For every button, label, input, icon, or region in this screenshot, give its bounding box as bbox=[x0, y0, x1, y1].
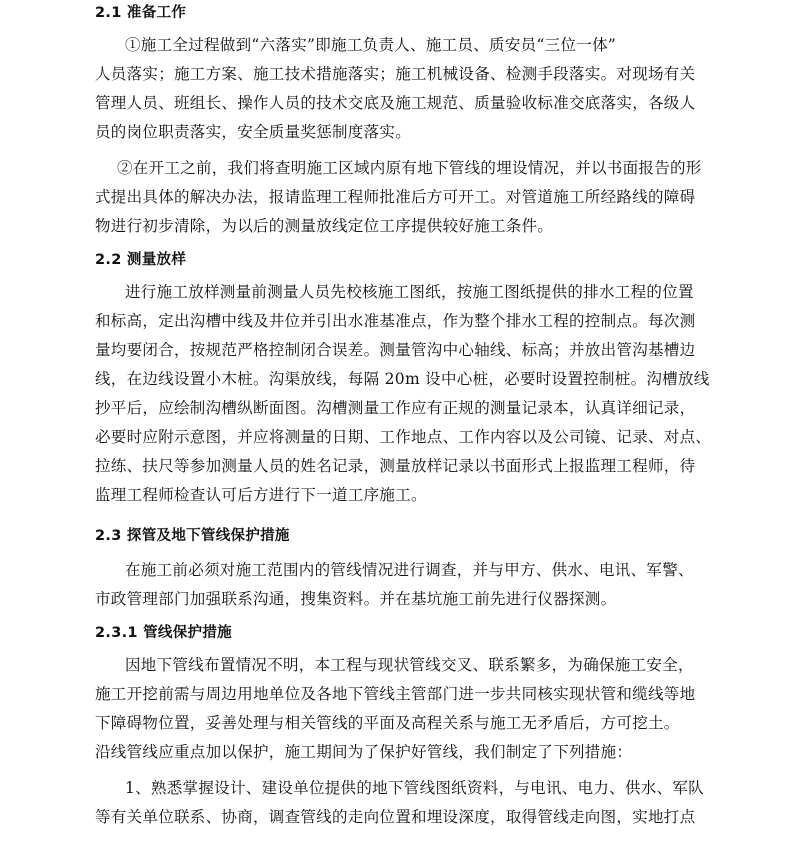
text-line: 在施工前必须对施工范围内的管线情况进行调查，并与甲方、供水、电讯、军警、 bbox=[125, 561, 694, 579]
text-line: ②在开工之前，我们将查明施工区域内原有地下管线的埋设情况，并以书面报告的形 bbox=[117, 159, 702, 177]
text-line: 员的岗位职责落实，安全质量奖惩制度落实。 bbox=[95, 123, 412, 141]
text-line: 人员落实；施工方案、施工技术措施落实；施工机械设备、检测手段落实。对现场有关 bbox=[95, 65, 696, 83]
text-line: 线，在边线设置小木桩。沟渠放线，每隔 20m 设中心桩，必要时设置控制桩。沟槽放线 bbox=[95, 370, 710, 388]
text-line: 下障碍物位置，妥善处理与相关管线的平面及高程关系与施工无矛盾后，方可挖土。 bbox=[95, 714, 680, 732]
text-line: 沿线管线应重点加以保护，施工期间为了保护好管线，我们制定了下列措施： bbox=[95, 743, 633, 761]
text-line: 管理人员、班组长、操作人员的技术交底及施工规范、质量验收标准交底落实，各级人 bbox=[95, 94, 696, 112]
heading-2-2: 2.2 测量放样 bbox=[95, 252, 187, 268]
text-line: 必要时应附示意图，并应将测量的日期、工作地点、工作内容以及公司镜、记录、对点、 bbox=[95, 428, 712, 446]
text-line: 式提出具体的解决办法，报请监理工程师批准后方可开工。对管道施工所经路线的障碍 bbox=[95, 188, 696, 206]
text-line: 和标高，定出沟槽中线及井位并引出水准基准点，作为整个排水工程的控制点。每次测 bbox=[95, 312, 696, 330]
text-line: 抄平后，应绘制沟槽纵断面图。沟槽测量工作应有正规的测量记录本，认真详细记录， bbox=[95, 399, 696, 417]
text-line: 量均要闭合，按规范严格控制闭合误差。测量管沟中心轴线、标高；并放出管沟基槽边 bbox=[95, 341, 696, 359]
text-line: 因地下管线布置情况不明，本工程与现状管线交叉、联系繁多，为确保施工安全， bbox=[125, 656, 694, 674]
heading-2-1: 2.1 准备工作 bbox=[95, 5, 187, 21]
text-line: 监理工程师检查认可后方进行下一道工序施工。 bbox=[95, 486, 427, 504]
text-line: 市政管理部门加强联系沟通，搜集资料。并在基坑施工前先进行仪器探测。 bbox=[95, 590, 617, 608]
text-line: 施工开挖前需与周边用地单位及各地下管线主管部门进一步共同核实现状管和缆线等地 bbox=[95, 685, 696, 703]
text-line: 进行施工放样测量前测量人员先校核施工图纸，按施工图纸提供的排水工程的位置 bbox=[125, 283, 694, 301]
text-line: 1、熟悉掌握设计、建设单位提供的地下管线图纸资料，与电讯、电力、供水、军队 bbox=[125, 779, 704, 797]
text-line: ①施工全过程做到“六落实”即施工负责人、施工员、质安员“三位一体” bbox=[125, 36, 617, 54]
text-line: 等有关单位联系、协商，调查管线的走向位置和埋设深度，取得管线走向图，实地打点 bbox=[95, 808, 696, 826]
heading-2-3: 2.3 探管及地下管线保护措施 bbox=[95, 528, 290, 544]
text-line: 拉练、扶尺等参加测量人员的姓名记录，测量放样记录以书面形式上报监理工程师，待 bbox=[95, 457, 696, 475]
heading-2-3-1: 2.3.1 管线保护措施 bbox=[95, 625, 232, 641]
text-line: 物进行初步清除，为以后的测量放线定位工序提供较好施工条件。 bbox=[95, 217, 554, 235]
